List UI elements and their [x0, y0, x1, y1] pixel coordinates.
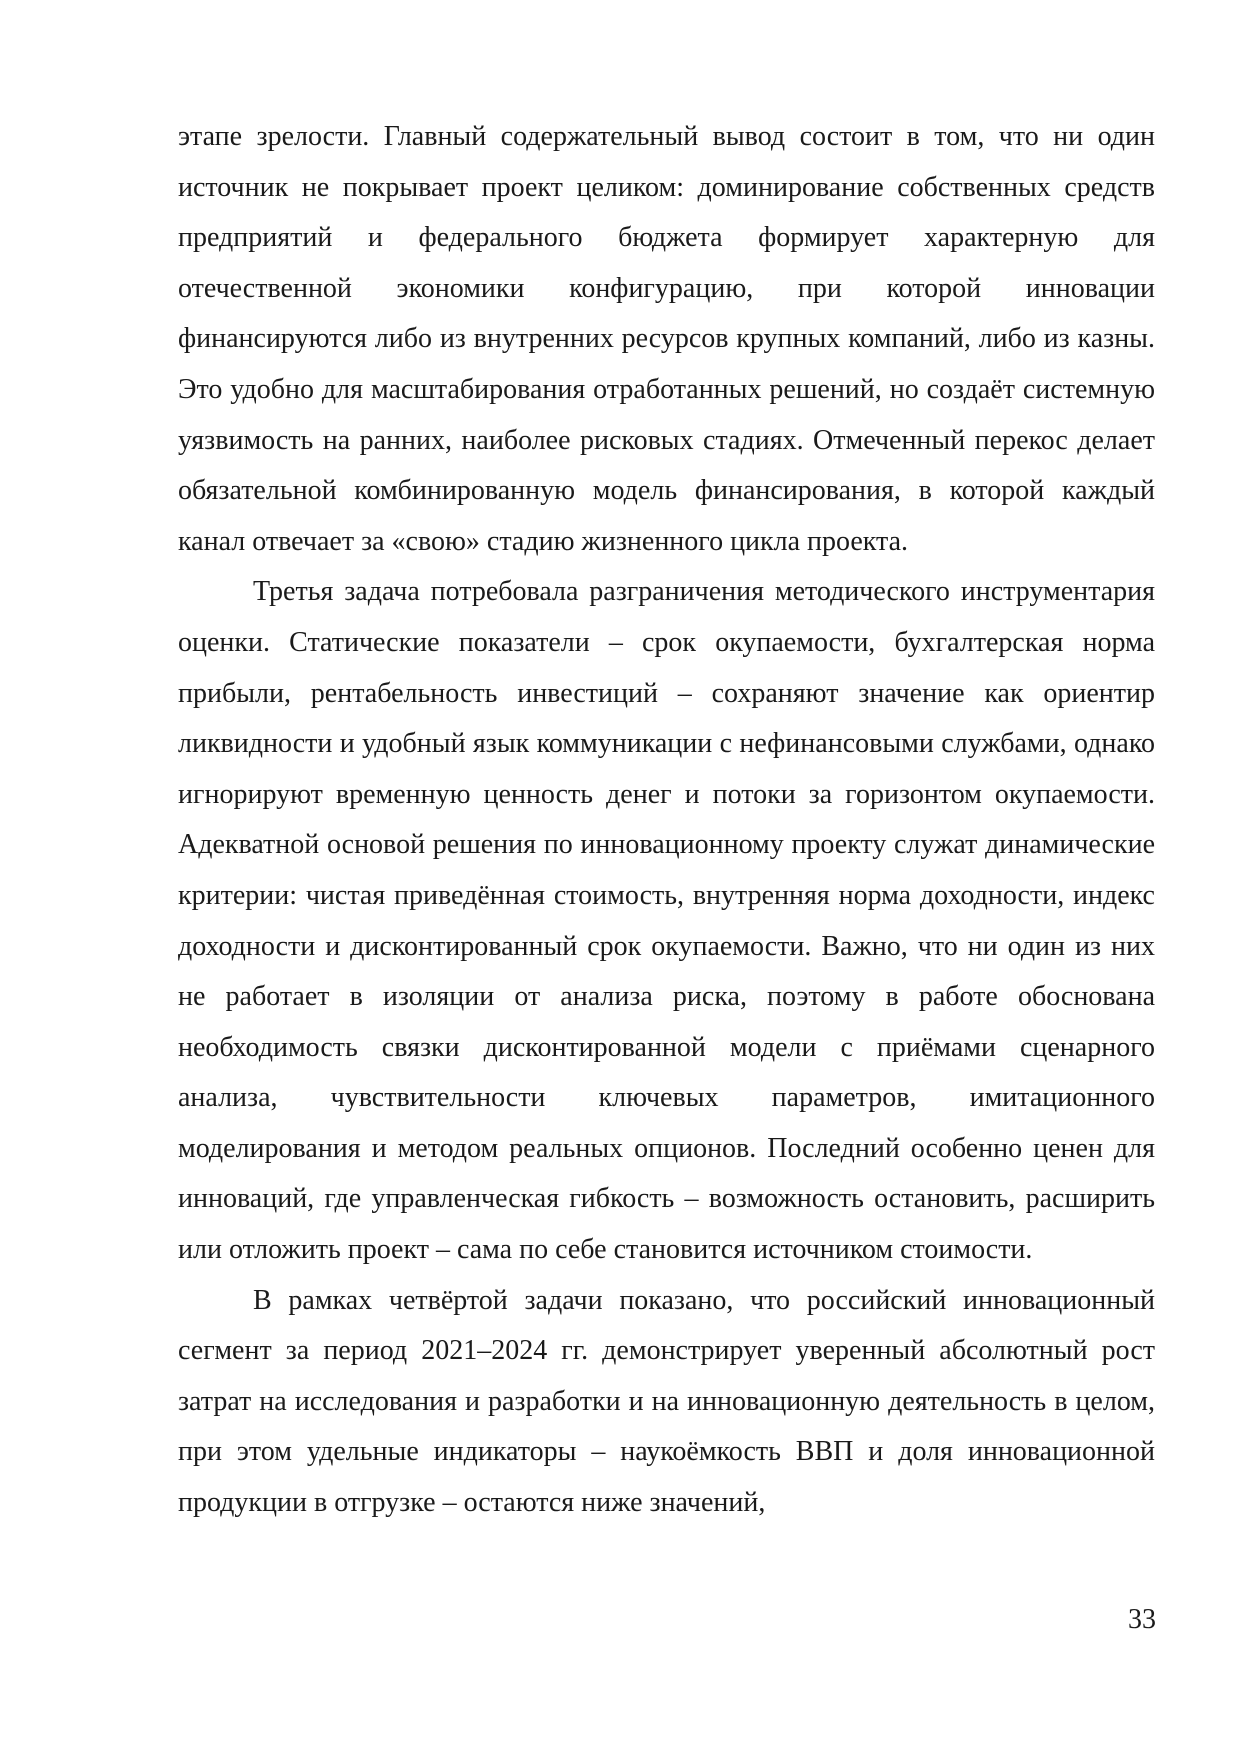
body-text	[178, 112, 1155, 1529]
paragraph-2: Третья задача потребовала разграничения методического инструментария оценки. Статические показатели – срок окупаемости, бухгалтерская норма прибыли, рентабельность инвестиций – сохраняют значение как ориентир ликвидности и удобный язык коммуникации с нефинансовыми службами, однако игнорируют временную ценность денег и потоки за горизонтом окупаемости. Адекватной основой решения по инновационному проекту служат динамические критерии: чистая приведённая стоимость, внутренняя норма доходности, индекс доходности и дисконтированный срок окупаемости. Важно, что ни один из них не работает в изоляции от анализа риска, поэтому в работе обоснована необходимость связки дисконтированной модели с приёмами сценарного анализа, чувствительности ключевых параметров, имитационного моделирования и методом реальных опционов. Последний особенно ценен для инноваций, где управленческая гибкость – возможность остановить, расширить или отложить проект – сама по себе становится источником стоимости.	[178, 576, 1155, 1266]
paragraph-1: этапе зрелости. Главный содержательный вывод состоит в том, что ни один источник не покрывает проект целиком: доминирование собственных средств предприятий и федерального бюджета формирует характерную для отечественной экономики конфигурацию, при которой инновации финансируются либо из внутренних ресурсов крупных компаний, либо из казны. Это удобно для масштабирования отработанных решений, но создаёт системную уязвимость на ранних, наиболее рисковых стадиях. Отмеченный перекос делает обязательной комбинированную модель финансирования, в которой каждый канал отвечает за «свою» стадию жизненного цикла проекта.	[178, 121, 1155, 557]
page-number: 33	[1128, 1604, 1156, 1635]
paragraph-3: В рамках четвёртой задачи показано, что российский инновационный сегмент за период 2021–2024 гг. демонстрирует уверенный абсолютный рост затрат на исследования и разработки и на инновационную деятельность в целом, при этом удельные индикаторы – наукоёмкость ВВП и доля инновационной продукции в отгрузке – остаются ниже значений,	[178, 1284, 1155, 1519]
